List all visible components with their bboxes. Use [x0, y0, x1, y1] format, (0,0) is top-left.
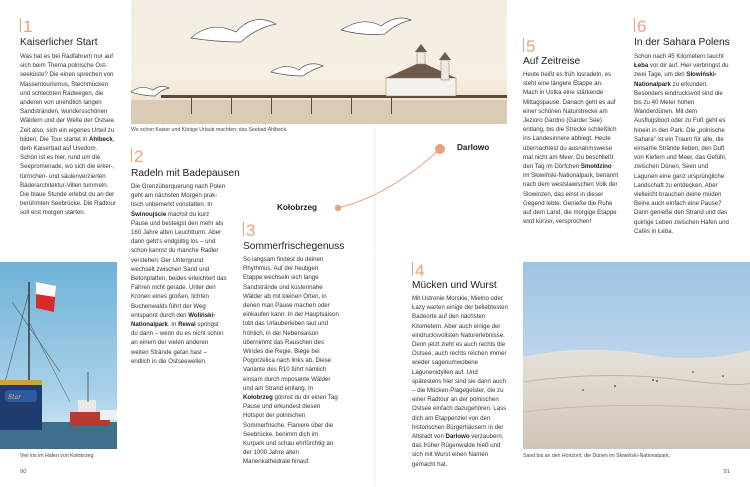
- section-number-2: 2: [131, 148, 143, 165]
- body-text-run: Die Grenzüberquerung nach Polen geht am nächsten Morgen praktisch unbemerkt vonstatten. In: [131, 183, 226, 209]
- harbour-photo: [0, 262, 117, 449]
- map-label-kolobrzeg: Kołobrzeg: [277, 203, 318, 212]
- body-text-run: Schon nach 45 Kilometern taucht: [634, 53, 724, 60]
- bold-place-name: Łeba: [634, 62, 649, 70]
- bold-place-name: Rewal: [178, 321, 196, 329]
- section-body-4: [412, 294, 508, 469]
- body-text-run: im Słowiński-Nationalpark, benannt nach dem westslawischen Volk der Slowinzen, das einst in dieser Gegend lebte. Genieße die Ruhe auf dem Land, die morgige Etappe wird kürzer, versprochen!: [523, 172, 619, 226]
- bold-place-name: Smołdzino: [580, 163, 612, 171]
- section-title-6: In der Sahara Polens: [634, 37, 730, 48]
- ahlbeck-pier-photo: [131, 0, 507, 124]
- section-body-1: [20, 52, 116, 218]
- section-body-5: [523, 70, 619, 226]
- route-end-dot: [435, 144, 445, 154]
- section-number-4: 4: [412, 262, 424, 279]
- svg-text:Star: Star: [8, 394, 21, 401]
- caption-left-photo: Viel los im Hafen von Kołobrzeg.: [20, 453, 95, 459]
- caption-right-photo: Sand bis an den Horizont: die Dünen im Słowiński-Nationalpark.: [523, 453, 671, 459]
- body-text-run: vor dir auf. Hier verbringst du zwei Tage, um den: [634, 62, 729, 79]
- body-text-run: verzaubern, das früher Rügenwalde hieß und sich mit Wurst einen Namen gemacht hat.: [412, 433, 504, 468]
- bold-place-name: Woliński-Nationalpark: [131, 311, 216, 329]
- body-text-run: Was hat es bei Radfahrern nur auf sich beim Thema polnische Ostseeküste? Die einen sprechen von Massentourismus, Stechmücken und schlechten Radwegen, die anderen von unendlich langen Sandstränden, wundersschönen Wäldern und der Weite der Ostsee. Zeit also, sich ein eigenes Urteil zu bilden. Die Tour startet in: [20, 53, 116, 143]
- route-start-dot: [335, 205, 341, 211]
- bold-place-name: Świnoujście: [131, 210, 167, 218]
- section-title-2: Radeln mit Badepausen: [131, 168, 240, 179]
- bold-place-name: Darlowo: [445, 433, 470, 441]
- section-number-1: 1: [20, 18, 32, 35]
- bold-place-name: Ahlbeck: [89, 135, 113, 143]
- dunes-photo-illustration: [523, 262, 750, 449]
- body-text-run: Heute heißt es früh losradeln, es steht eine längere Etappe an. Mach in Ustka eine stärkende Mittagspause. Danach geht es auf einer schönen Naturstrecke am Jezioro Gardno (Garder See) entlang, bis die Strecke schließlich ins Landesinnere abbiegt. Heute übernachtest du ausnahmsweise mal nicht am Meer. Du beschließt den Tag im Dörfchen: [523, 71, 617, 171]
- section-number-3: 3: [243, 222, 255, 239]
- caption-top-photo: Wo schon Kaiser und Könige Urlaub machten: das Seebad Ahlbeck.: [131, 127, 288, 133]
- section-body-6: [634, 52, 730, 236]
- page-number-right: 91: [723, 469, 730, 475]
- section-title-3: Sommerfrischegenuss: [243, 241, 345, 252]
- ahlbeck-pier-illustration: [131, 0, 507, 124]
- bold-place-name: Słowiński-Nationalpark: [634, 71, 717, 88]
- section-number-6: 6: [634, 18, 646, 35]
- map-label-darlowo: Darlowo: [457, 143, 490, 152]
- harbour-photo-illustration: [0, 262, 117, 449]
- section-number-5: 5: [523, 38, 535, 55]
- body-text-run: Mit Ustronie Morskie, Mielno oder Łazy warten einige der beliebtesten Badeorte auf den nächsten Kilometern. Aber auch einige der eindrucksvollsten Naturerlebnisse. Denn jetzt zieht es auch rechts die Ostsee, auch rechts reichen immer wieder sagenumwobene Lagunenidyllen auf. Und spätestens hier sind sie dann auch – die Mücken-Plagegeister, die zu einer Radtour an der polnischen Ostsee einfach dazugehören. Lass dich am Etappenziel von den historischen Bürgerhäusern in der Altstadt von: [412, 295, 508, 441]
- dunes-photo: [523, 262, 750, 449]
- body-text-run: springst du dann – wenn du es nicht schon an einem der vielen anderen weiten Strände getan hast – endlich in die Ostseewellen.: [131, 321, 224, 365]
- section-title-1: Kaiserlicher Start: [20, 37, 98, 48]
- body-text-run: machst du kurz Pause und besteigst den mehr als 160 Jahre alten Leuchtturm. Aber dann geht’s endgültig los – und schon kannst du manche Radler verstehen: Der Untergrund wechselt zwischen Sand und Betonplatten, beides erleichtert das Fahren nicht gerade. Unter den Kronen eines großen, lichten Buchenwalds führt der Weg entspannt durch den: [131, 210, 227, 319]
- section-body-2: [131, 182, 227, 366]
- route-line: [338, 149, 440, 208]
- body-text-run: , dem Kaiserbad auf Usedom. Schön ist es hier, rund um die Seepromenade, wo sich die erker-, türmchen- und säulenverzierten Bäderarchitektur-Villen tummeln. Die blaue Stunde erlebst du an der berühmten Seebrücke. Die Radtour soll erst morgen starten.: [20, 135, 116, 217]
- body-text-run: zu erkunden. Besonders eindrucksvoll sind die bis zu 40 Meter hohen Wanderdünen. Mit dem Ausflugsboot oder zu Fuß geht es hinein in den Park. Die „polnische Sahara“ ist ein Traum für alle, die einsame Strände lieben, den Duft von Kiefern und Meer, das Gefühl, zwischen Dünen, Seen und Lagunen eine ganz ursprüngliche Landschaft zu entdecken. Aber vielleicht brauchen deine müden Beine auch einfach eine Pause? Dann genieße den Strand und das quirlige Leben zwischen Hafen und Cafés in Łeba.: [634, 80, 729, 235]
- body-text-run: gönnst du dir einen Tag Pause und erkundest diesen Hotspot der polnischen Sommerfrische. Flaniere über die Seebrücke, benimm dich im Kurpark und schau ehrfürchtig an der 1000 Jahre alten Marienkathedrale hinauf.: [243, 394, 338, 466]
- body-text-run: So langsam findest du deinen Rhythmus. Auf der heutigen Etappe wechseln sich lange Sandstrände und küstennahe Wälder ab mit kleinen Orten, in denen man Pause machen oder einkaufen kann. In der Hauptsaison tobt das Urlauberleben laut und fröhlich, in der Nebensaison übernimmt das Rauschen des Windes die Regie. Biege bei Pogorzelica nach links ab. Diese Variante des R10 führt nämlich einsam durch imposante Wälder und am Strand entlang. In: [243, 256, 339, 392]
- page-number-left: 90: [20, 469, 27, 475]
- section-body-3: [243, 255, 339, 467]
- section-title-4: Mücken und Wurst: [412, 280, 497, 291]
- body-text-run: . In: [167, 321, 179, 329]
- section-title-5: Auf Zeitreise: [523, 56, 581, 67]
- bold-place-name: Kołobrzeg: [243, 394, 273, 402]
